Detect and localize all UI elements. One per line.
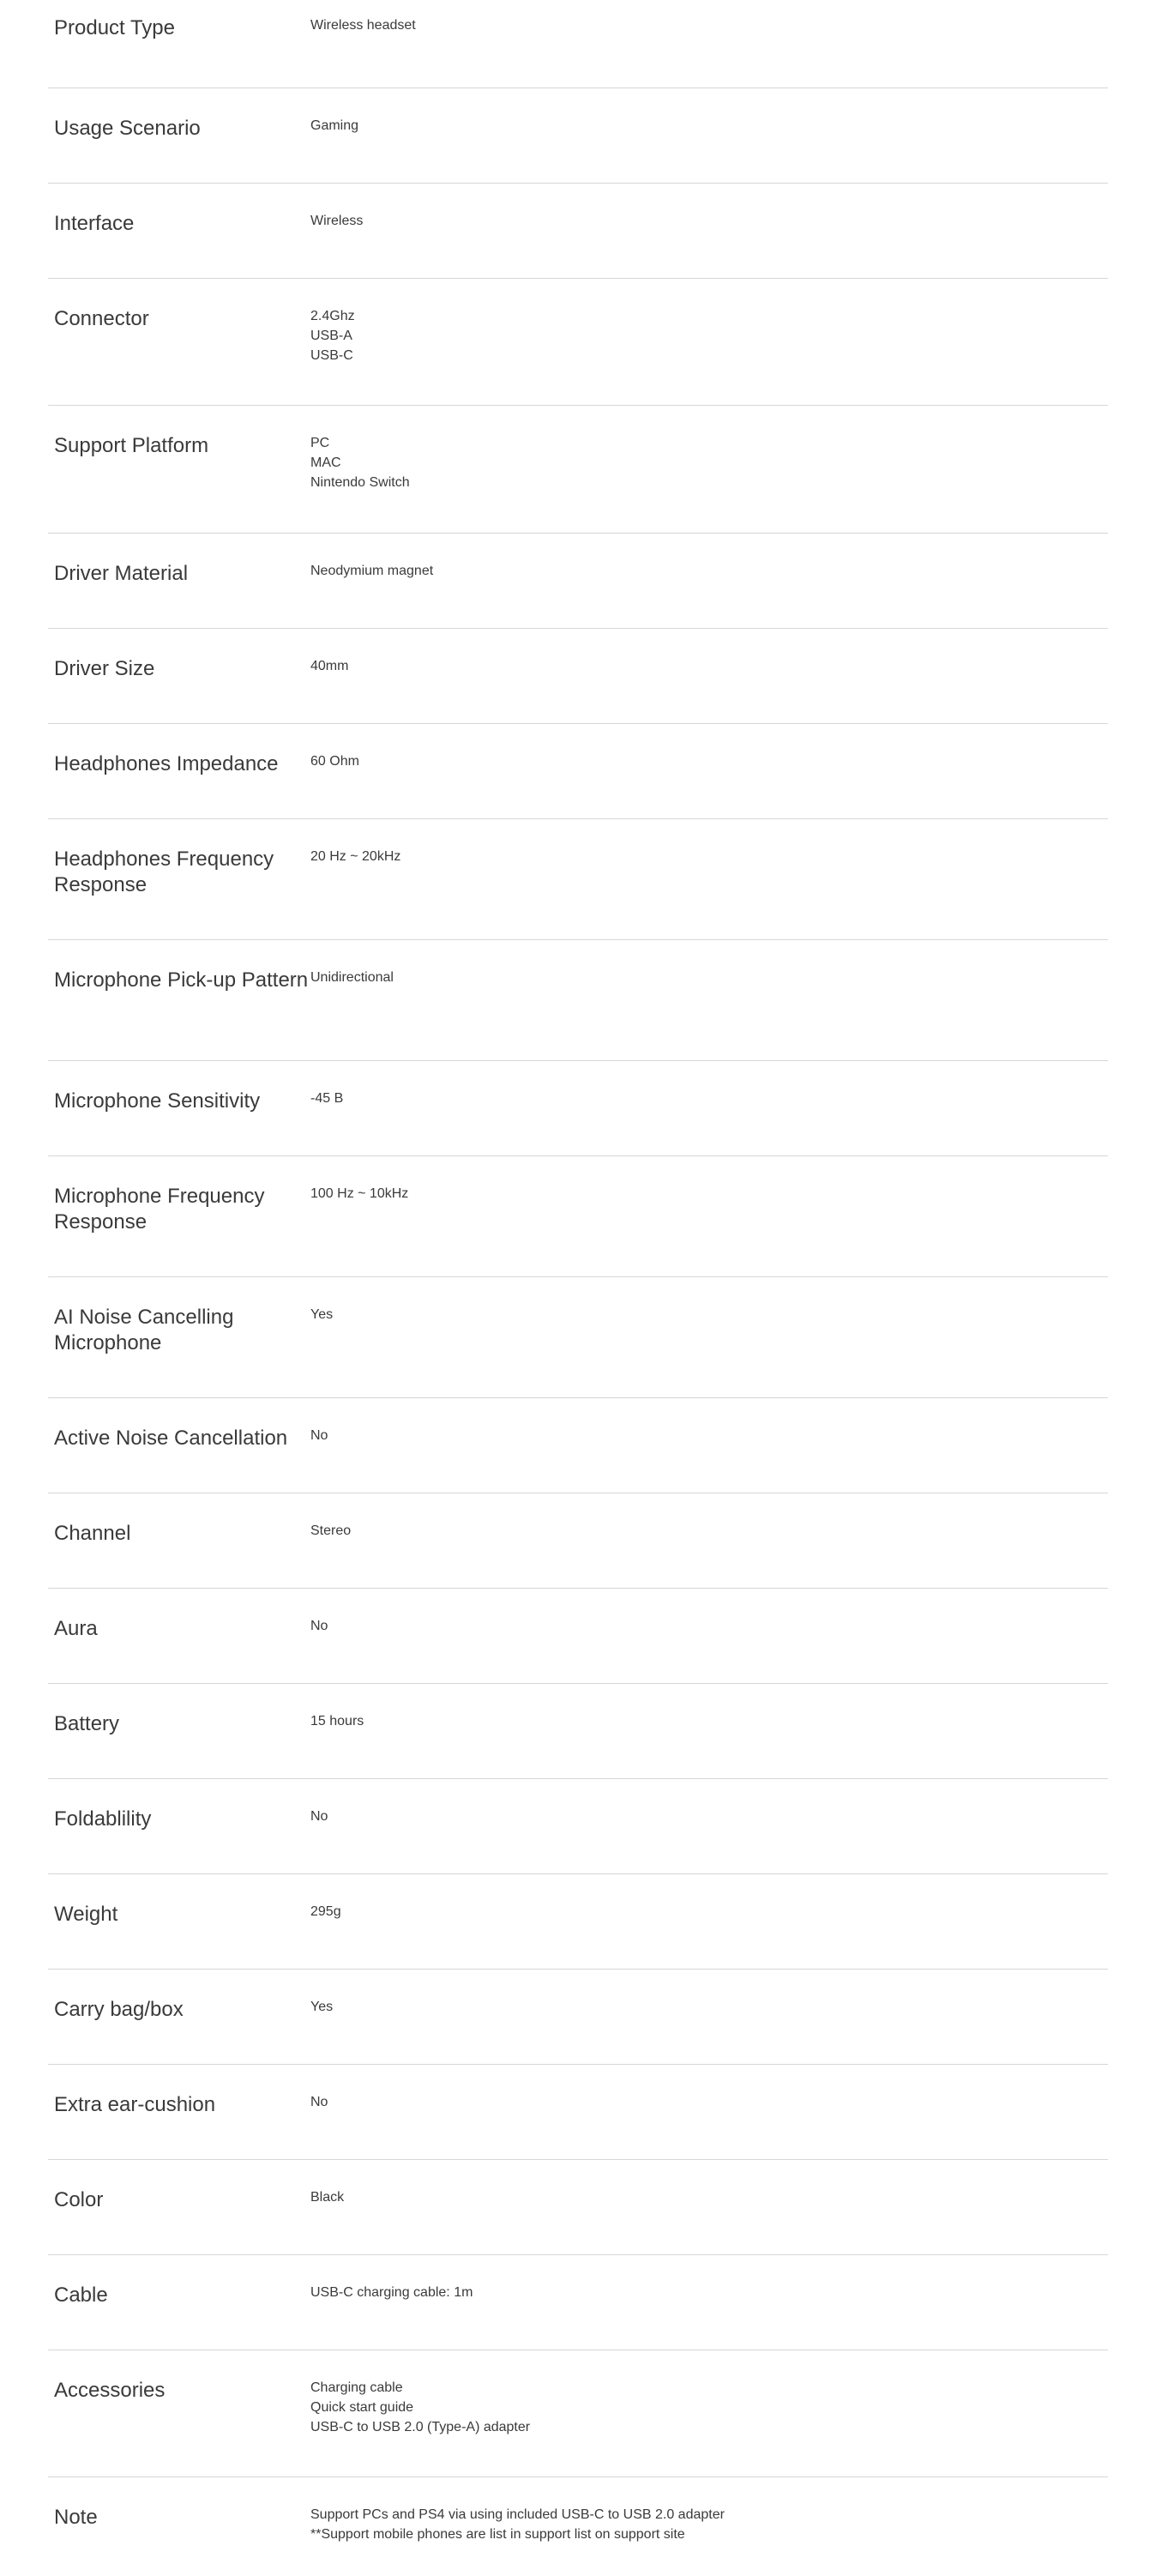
spec-value [310, 2187, 1108, 2207]
spec-label: Accessories [54, 2379, 166, 2402]
spec-value-line: MAC [310, 455, 341, 470]
spec-value-line: No [310, 2095, 328, 2109]
spec-row [48, 2065, 1108, 2160]
spec-value [310, 1521, 1108, 1541]
spec-label: Cable [54, 2283, 108, 2307]
spec-label: Foldablility [54, 1807, 152, 1831]
spec-value-line: Nintendo Switch [310, 475, 410, 490]
spec-row [48, 534, 1108, 629]
spec-value-line: No [310, 1619, 328, 1633]
spec-value [310, 1089, 1108, 1108]
spec-value-line: 295g [310, 1904, 341, 1919]
spec-value [310, 656, 1108, 676]
spec-value-line: 40mm [310, 659, 349, 673]
spec-value-line: 2.4Ghz [310, 309, 355, 323]
spec-value [310, 1616, 1108, 1636]
spec-row [48, 819, 1108, 940]
spec-row [48, 88, 1108, 184]
spec-label: Interface [54, 212, 135, 235]
spec-row [48, 1874, 1108, 1970]
spec-label: AI Noise Cancelling Microphone [54, 1306, 234, 1354]
spec-value-line: Quick start guide [310, 2400, 414, 2415]
spec-label: Headphones Frequency Response [54, 848, 274, 896]
spec-value-line: USB-A [310, 329, 352, 343]
spec-value [310, 847, 1108, 866]
spec-row [48, 1061, 1108, 1156]
spec-row [48, 1398, 1108, 1493]
spec-value [310, 2505, 1108, 2544]
spec-label: Microphone Frequency Response [54, 1185, 265, 1234]
spec-label: Headphones Impedance [54, 752, 279, 775]
spec-value-line: No [310, 1809, 328, 1824]
spec-value-line: Unidirectional [310, 970, 394, 985]
spec-label: Support Platform [54, 434, 209, 457]
spec-value-line: USB-C to USB 2.0 (Type-A) adapter [310, 2420, 531, 2434]
spec-value-line: -45 B [310, 1091, 344, 1106]
spec-value-line: **Support mobile phones are list in support list on support site [310, 2527, 685, 2542]
spec-value [310, 1807, 1108, 1826]
spec-value-line: Stereo [310, 1523, 352, 1538]
spec-row [48, 724, 1108, 819]
spec-label: Carry bag/box [54, 1998, 184, 2021]
spec-value-line: No [310, 1428, 328, 1443]
spec-row [48, 940, 1108, 1061]
spec-row [48, 1684, 1108, 1779]
spec-value-line: USB-C [310, 348, 353, 363]
spec-value [310, 2283, 1108, 2302]
spec-row [48, 1779, 1108, 1874]
spec-value [310, 1902, 1108, 1921]
spec-value-line: Yes [310, 2000, 334, 2014]
spec-value-line: 15 hours [310, 1714, 364, 1728]
spec-row [48, 0, 1108, 88]
spec-value [310, 1426, 1108, 1445]
spec-row [48, 406, 1108, 534]
spec-value-line: Wireless headset [310, 18, 416, 33]
spec-value-line: Neodymium magnet [310, 564, 434, 578]
spec-value [310, 15, 1108, 35]
spec-value [310, 1711, 1108, 1731]
spec-value [310, 433, 1108, 492]
spec-label: Battery [54, 1712, 120, 1735]
spec-value-line: Gaming [310, 118, 359, 133]
spec-row [48, 629, 1108, 724]
spec-value-line: 20 Hz ~ 20kHz [310, 849, 401, 864]
spec-label: Connector [54, 307, 149, 330]
spec-value [310, 1997, 1108, 2017]
spec-value [310, 968, 1108, 987]
spec-label: Microphone Pick-up Pattern [54, 968, 309, 992]
spec-value-line: Wireless [310, 214, 364, 228]
spec-value [310, 211, 1108, 231]
spec-row [48, 1156, 1108, 1277]
spec-value-line: USB-C charging cable: 1m [310, 2285, 473, 2300]
spec-value [310, 2092, 1108, 2112]
spec-table [48, 0, 1108, 2563]
spec-label: Driver Size [54, 657, 155, 680]
spec-value-line: Charging cable [310, 2380, 403, 2395]
spec-value-line: Black [310, 2190, 345, 2205]
spec-value [310, 561, 1108, 581]
spec-label: Product Type [54, 16, 175, 39]
spec-label: Extra ear-cushion [54, 2093, 216, 2116]
spec-row [48, 2350, 1108, 2477]
spec-row [48, 279, 1108, 406]
spec-label: Weight [54, 1903, 118, 1926]
spec-label: Active Noise Cancellation [54, 1427, 288, 1450]
spec-row [48, 184, 1108, 279]
spec-label: Aura [54, 1617, 98, 1640]
spec-value [310, 1184, 1108, 1204]
spec-value [310, 1305, 1108, 1324]
spec-value [310, 306, 1108, 365]
spec-label: Channel [54, 1522, 131, 1545]
spec-value [310, 751, 1108, 771]
spec-label: Driver Material [54, 562, 189, 585]
spec-value-line: PC [310, 436, 330, 450]
spec-value [310, 2378, 1108, 2437]
spec-row [48, 2255, 1108, 2350]
spec-value-line: 60 Ohm [310, 754, 359, 769]
spec-label: Color [54, 2188, 104, 2211]
spec-value-line: 100 Hz ~ 10kHz [310, 1186, 409, 1201]
spec-row [48, 1589, 1108, 1684]
spec-value-line: Support PCs and PS4 via using included USB-C to USB 2.0 adapter [310, 2507, 725, 2522]
spec-row [48, 2160, 1108, 2255]
spec-row [48, 1493, 1108, 1589]
spec-value-line: Yes [310, 1307, 334, 1322]
spec-row [48, 1970, 1108, 2065]
spec-row [48, 2477, 1108, 2563]
spec-label: Usage Scenario [54, 117, 201, 140]
spec-label: Note [54, 2506, 98, 2529]
spec-label: Microphone Sensitivity [54, 1089, 261, 1113]
spec-row [48, 1277, 1108, 1398]
spec-value [310, 116, 1108, 136]
